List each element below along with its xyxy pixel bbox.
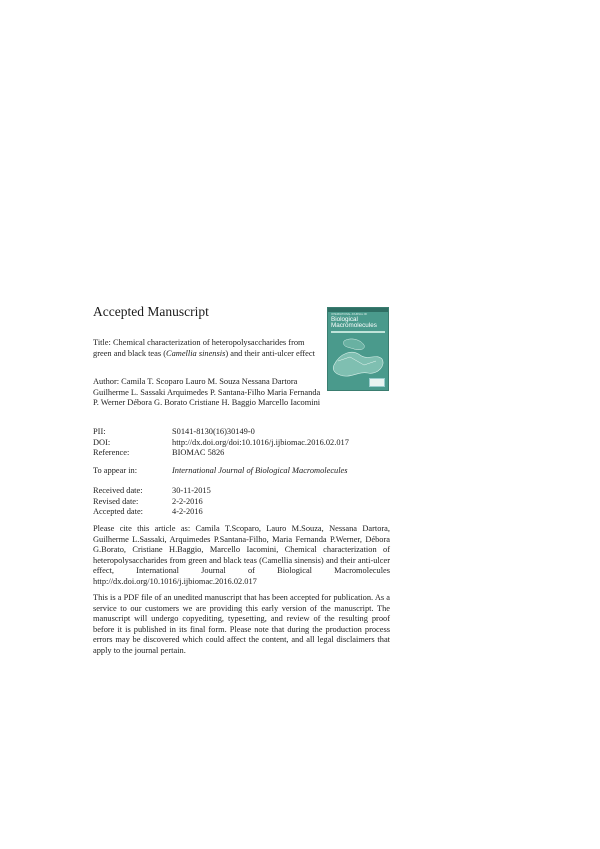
pii-value: S0141-8130(16)30149-0 (172, 427, 255, 436)
page-heading: Accepted Manuscript (93, 304, 209, 319)
appear-label: To appear in: (93, 466, 138, 475)
cover-journal-title-line1: Biological (331, 316, 358, 323)
title-species: Camellia sinensis (166, 348, 226, 358)
received-date-label: Received date: (93, 486, 143, 495)
received-date-value: 30-11-2015 (172, 486, 211, 495)
cover-subtitle-bar (331, 331, 385, 333)
pii-label: PII: (93, 427, 106, 436)
cover-small-text: INTERNATIONAL JOURNAL OF (331, 313, 368, 316)
reference-label: Reference: (93, 448, 130, 458)
article-title (93, 338, 318, 359)
cover-top-strip (328, 308, 388, 312)
accepted-date-label: Accepted date: (93, 507, 143, 517)
title-text-before: Chemical characterization of heteropolysaccharides from green and black teas ( (93, 338, 305, 358)
citation-paragraph: Please cite this article as: Camila T.Scoparo, Lauro M.Souza, Nessana Dartora, Guilherme L.Sassaki, Arquimedes P.Santana-Filho, Maria Fernanda P.Werner, Débora G.Borato, Cristiane H.Baggio, Marcello Iacomini, Chemical characterization of heteropolysaccharides from green and black teas (Camellia sinensis) and their anti-ulcer effect, International Journal of Biological Macromolecules http://dx.doi.org/10.1016/j.ijbiomac.2016.02.017 (93, 524, 390, 586)
journal-cover-image (327, 307, 389, 391)
reference-value: BIOMAC 5826 (172, 448, 225, 458)
doi-value[interactable]: http://dx.doi.org/doi:10.1016/j.ijbiomac.2016.02.017 (172, 437, 349, 447)
revised-date-value: 2-2-2016 (172, 496, 203, 506)
title-text-after: ) and their anti-ulcer effect (225, 348, 315, 358)
revised-date-label: Revised date: (93, 496, 139, 506)
article-authors (93, 377, 323, 409)
author-label: Author: (93, 377, 120, 386)
accepted-date-value: 4-2-2016 (172, 507, 203, 517)
disclaimer-paragraph: This is a PDF file of an unedited manuscript that has been accepted for publication. As a service to our customers we are providing this early version of the manuscript. The manuscript will undergo copyediting, typesetting, and review of the resulting proof before it is published in its final form. Please note that during the production process errors may be discovered which could affect the content, and all legal disclaimers that apply to the journal pertain. (93, 593, 390, 655)
doi-label: DOI: (93, 437, 111, 447)
title-label: Title: (93, 338, 111, 347)
cover-publisher-logo (369, 378, 385, 387)
cover-journal-title-line2: Macromolecules (331, 322, 377, 329)
author-names: Camila T. Scoparo Lauro M. Souza Nessana Dartora Guilherme L. Sassaki Arquimedes P. Santana-Filho Maria Fernanda P. Werner Débora G. Borato Cristiane H. Baggio Marcello Iacomini (93, 377, 321, 408)
journal-name: International Journal of Biological Macromolecules (172, 466, 348, 475)
